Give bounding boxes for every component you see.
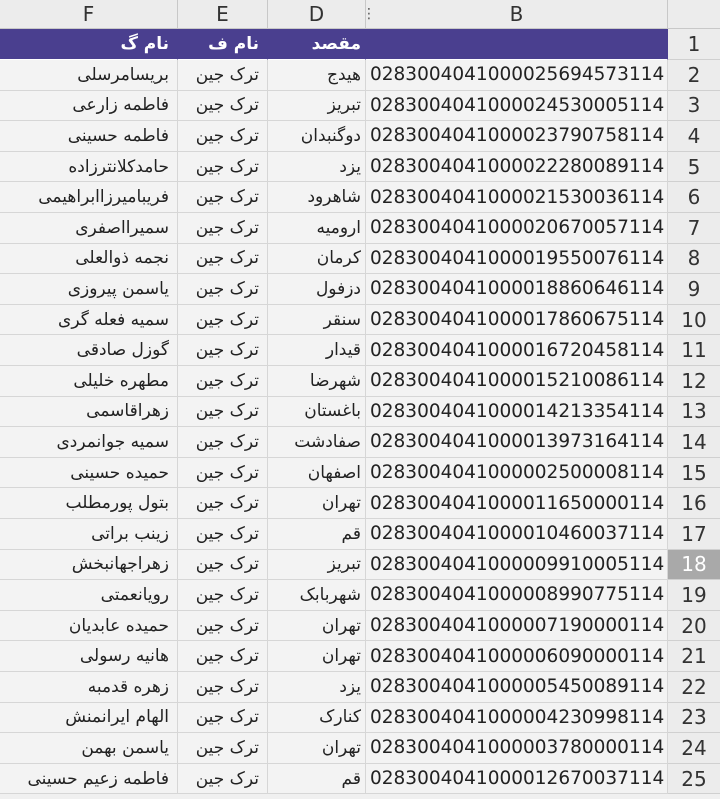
cell-destination[interactable]: شهربابک [268,580,366,611]
cell-first-name[interactable]: حامدکلانترزاده [0,152,178,183]
cell-first-name[interactable]: زینب براتی [0,519,178,550]
row-number[interactable]: 15 [668,458,720,489]
row-number[interactable]: 8 [668,244,720,275]
table-row [0,335,720,366]
row-number[interactable]: 10 [668,305,720,336]
cell-tracking-code[interactable]: 0283004041000004230998114 [366,703,668,734]
cell-last-name[interactable]: ترک جین [178,611,268,642]
table-row [0,427,720,458]
table-row [0,305,720,336]
cell-destination[interactable]: تهران [268,641,366,672]
cell-tracking-code[interactable]: 0283004041000007190000114 [366,611,668,642]
header-cell-last-name[interactable]: نام ف [178,29,268,60]
cell-destination[interactable]: شهرضا [268,366,366,397]
table-row [0,672,720,703]
row-number[interactable]: 7 [668,213,720,244]
table-row [0,244,720,275]
column-header-bar [0,0,720,29]
cell-destination[interactable]: قیدار [268,335,366,366]
cell-first-name[interactable]: سمیه فعله گری [0,305,178,336]
cell-destination[interactable]: تهران [268,611,366,642]
column-resize-handle-icon[interactable]: ⋮ [362,6,376,22]
cell-destination[interactable]: سنقر [268,305,366,336]
cell-first-name[interactable]: الهام ایرانمنش [0,703,178,734]
corner-cell[interactable] [668,0,720,28]
table-row [0,91,720,122]
cell-last-name[interactable]: ترک جین [178,335,268,366]
cell-last-name[interactable]: ترک جین [178,366,268,397]
cell-tracking-code[interactable]: 0283004041000008990775114 [366,580,668,611]
cell-tracking-code[interactable]: 0283004041000011650000114 [366,488,668,519]
cell-destination[interactable]: تبریز [268,550,366,581]
row-number[interactable]: 20 [668,611,720,642]
row-number[interactable]: 13 [668,397,720,428]
row-number[interactable]: 19 [668,580,720,611]
cell-last-name[interactable]: ترک جین [178,244,268,275]
cell-tracking-code[interactable]: 0283004041000019550076114 [366,244,668,275]
cell-destination[interactable]: دوگنبدان [268,121,366,152]
column-header-f[interactable]: F [0,0,178,28]
cell-last-name[interactable]: ترک جین [178,182,268,213]
table-row [0,121,720,152]
cell-first-name[interactable]: رویانعمتی [0,580,178,611]
table-row [0,152,720,183]
header-row [0,29,720,60]
cell-last-name[interactable]: ترک جین [178,550,268,581]
column-header-e[interactable]: E [178,0,268,28]
cell-first-name[interactable]: فاطمه حسینی [0,121,178,152]
cell-last-name[interactable]: ترک جین [178,152,268,183]
row-number[interactable]: 23 [668,703,720,734]
cell-tracking-code[interactable]: 0283004041000021530036114 [366,182,668,213]
cell-tracking-code[interactable]: 0283004041000016720458114 [366,335,668,366]
cell-first-name[interactable]: بریسامرسلی [0,60,178,91]
cell-destination[interactable]: باغستان [268,397,366,428]
row-number[interactable]: 16 [668,488,720,519]
table-row [0,274,720,305]
cell-destination[interactable]: دزفول [268,274,366,305]
cell-destination[interactable]: کرمان [268,244,366,275]
table-row [0,733,720,764]
row-number[interactable]: 12 [668,366,720,397]
cell-tracking-code[interactable]: 0283004041000024530005114 [366,91,668,122]
cell-first-name[interactable]: زهره قدمبه [0,672,178,703]
row-number[interactable]: 5 [668,152,720,183]
table-row [0,550,720,581]
cell-tracking-code[interactable]: 0283004041000010460037114 [366,519,668,550]
row-number[interactable]: 22 [668,672,720,703]
cell-last-name[interactable]: ترک جین [178,427,268,458]
cell-last-name[interactable]: ترک جین [178,641,268,672]
table-row [0,519,720,550]
column-header-d[interactable]: D [268,0,366,28]
cell-destination[interactable]: کنارک [268,703,366,734]
cell-destination[interactable]: تبریز [268,91,366,122]
cell-tracking-code[interactable]: 0283004041000017860675114 [366,305,668,336]
cell-destination[interactable]: یزد [268,152,366,183]
row-number[interactable]: 9 [668,274,720,305]
cell-destination[interactable]: شاهرود [268,182,366,213]
cell-last-name[interactable]: ترک جین [178,733,268,764]
table-row [0,764,720,795]
table-row [0,641,720,672]
cell-tracking-code[interactable]: 0283004041000012670037114 [366,764,668,795]
cell-tracking-code[interactable]: 0283004041000018860646114 [366,274,668,305]
cell-last-name[interactable]: ترک جین [178,213,268,244]
table-row [0,580,720,611]
cell-tracking-code[interactable]: 0283004041000020670057114 [366,213,668,244]
cell-tracking-code[interactable]: 0283004041000003780000114 [366,733,668,764]
table-row [0,366,720,397]
cell-last-name[interactable]: ترک جین [178,703,268,734]
cell-tracking-code[interactable]: 0283004041000009910005114 [366,550,668,581]
table-row [0,488,720,519]
cell-first-name[interactable]: مطهره خلیلی [0,366,178,397]
cell-tracking-code[interactable]: 0283004041000006090000114 [366,641,668,672]
cell-last-name[interactable]: ترک جین [178,458,268,489]
table-row [0,611,720,642]
cell-last-name[interactable]: ترک جین [178,60,268,91]
cell-destination[interactable]: قم [268,764,366,795]
row-number[interactable]: 1 [668,29,720,60]
cell-first-name[interactable]: حمیده عابدیان [0,611,178,642]
row-number[interactable]: 24 [668,733,720,764]
cell-destination[interactable]: صفادشت [268,427,366,458]
cell-first-name[interactable]: سمیرااصفری [0,213,178,244]
cell-first-name[interactable]: هانیه رسولی [0,641,178,672]
table-row [0,703,720,734]
cell-last-name[interactable]: ترک جین [178,764,268,795]
header-cell-first-name[interactable]: نام گ [0,29,178,60]
header-cell-destination[interactable]: مقصد [268,29,366,60]
cell-tracking-code[interactable]: 0283004041000014213354114 [366,397,668,428]
cell-last-name[interactable]: ترک جین [178,488,268,519]
table-row [0,397,720,428]
cell-destination[interactable]: تهران [268,733,366,764]
cell-first-name[interactable]: سمیه جوانمردی [0,427,178,458]
cell-first-name[interactable]: یاسمن پیروزی [0,274,178,305]
cell-tracking-code[interactable]: 0283004041000023790758114 [366,121,668,152]
row-number[interactable]: 18 [668,550,720,581]
table-row [0,458,720,489]
table-row [0,60,720,91]
row-number[interactable]: 14 [668,427,720,458]
cell-tracking-code[interactable]: 0283004041000015210086114 [366,366,668,397]
cell-first-name[interactable]: نجمه ذوالعلی [0,244,178,275]
cell-last-name[interactable]: ترک جین [178,672,268,703]
row-number[interactable]: 3 [668,91,720,122]
row-number[interactable]: 25 [668,764,720,795]
row-number[interactable]: 4 [668,121,720,152]
cell-tracking-code[interactable]: 0283004041000022280089114 [366,152,668,183]
cell-first-name[interactable]: فاطمه زارعی [0,91,178,122]
table-row [0,213,720,244]
cell-last-name[interactable]: ترک جین [178,121,268,152]
row-number[interactable]: 2 [668,60,720,91]
row-number[interactable]: 6 [668,182,720,213]
cell-destination[interactable]: اصفهان [268,458,366,489]
cell-tracking-code[interactable]: 0283004041000025694573114 [366,60,668,91]
row-number[interactable]: 17 [668,519,720,550]
cell-tracking-code[interactable]: 0283004041000005450089114 [366,672,668,703]
cell-tracking-code[interactable]: 0283004041000013973164114 [366,427,668,458]
cell-first-name[interactable]: زهراجهانبخش [0,550,178,581]
row-number[interactable]: 11 [668,335,720,366]
cell-last-name[interactable]: ترک جین [178,580,268,611]
cell-last-name[interactable]: ترک جین [178,274,268,305]
cell-first-name[interactable]: بتول پورمطلب [0,488,178,519]
cell-first-name[interactable]: گوزل صادقی [0,335,178,366]
cell-first-name[interactable]: فاطمه زعیم حسینی [0,764,178,795]
cell-destination[interactable]: هیدج [268,60,366,91]
row-number[interactable]: 21 [668,641,720,672]
cell-last-name[interactable]: ترک جین [178,519,268,550]
cell-destination[interactable]: ارومیه [268,213,366,244]
table-row [0,182,720,213]
cell-first-name[interactable]: زهراقاسمی [0,397,178,428]
column-header-b[interactable]: B [366,0,668,28]
cell-first-name[interactable]: فریبامیرزاابراهیمی [0,182,178,213]
cell-destination[interactable]: یزد [268,672,366,703]
header-cell-b[interactable] [366,29,668,60]
cell-last-name[interactable]: ترک جین [178,91,268,122]
cell-tracking-code[interactable]: 0283004041000002500008114 [366,458,668,489]
cell-last-name[interactable]: ترک جین [178,305,268,336]
cell-first-name[interactable]: حمیده حسینی [0,458,178,489]
cell-first-name[interactable]: یاسمن بهمن [0,733,178,764]
cell-destination[interactable]: تهران [268,488,366,519]
cell-destination[interactable]: قم [268,519,366,550]
cell-last-name[interactable]: ترک جین [178,397,268,428]
